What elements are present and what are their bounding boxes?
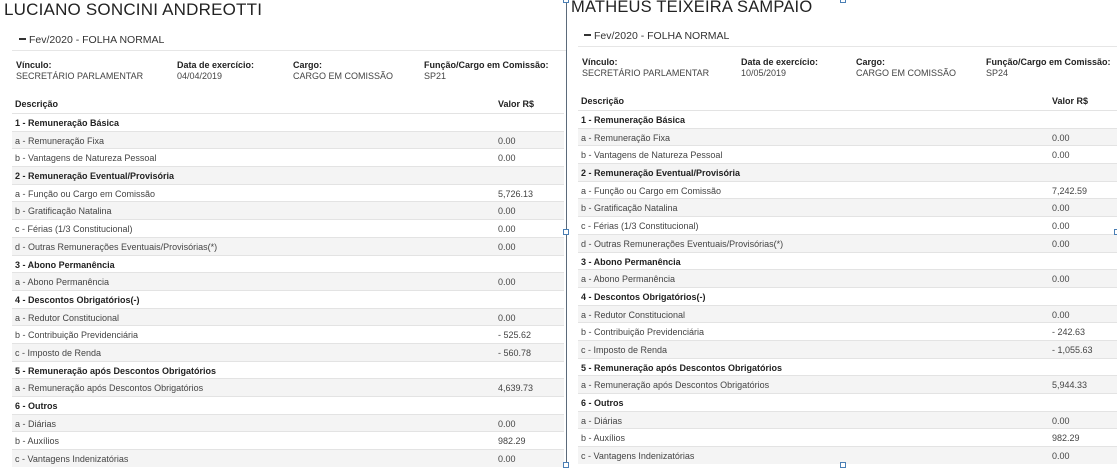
section-row [578,163,1117,181]
row-description: a - Abono Permanência [15,277,110,288]
info-value: CARGO EM COMISSÃO [293,71,394,81]
info-data-exercicio [741,57,818,78]
row-description: c - Imposto de Renda [581,344,668,355]
table-row [578,446,1117,464]
row-description: b - Contribuição Previdenciária [581,327,705,338]
table-row [578,181,1117,199]
column-header-valor: Valor R$ [1052,96,1089,106]
row-value: 0.00 [1052,415,1070,426]
row-description: d - Outras Remunerações Eventuais/Provisórias(*) [581,238,784,249]
info-value: SECRETÁRIO PARLAMENTAR [16,71,144,81]
row-value: 4,639.73 [498,383,534,394]
column-header-valor: Valor R$ [498,99,535,109]
row-value: 0.00 [498,153,516,164]
row-description: c - Férias (1/3 Constitucional) [581,221,699,232]
table-row [578,234,1117,252]
table-row [12,237,564,255]
section-row [578,110,1117,128]
info-value: CARGO EM COMISSÃO [856,68,957,78]
row-description: b - Vantagens de Natureza Pessoal [15,153,157,164]
row-description: a - Remuneração Fixa [581,132,671,143]
table-row [12,148,564,166]
table-row [12,131,564,149]
collapse-icon [19,38,26,40]
section-row [578,252,1117,270]
row-description: 4 - Descontos Obrigatórios(-) [15,294,140,305]
row-value: 0.00 [1052,150,1070,161]
info-funcao [986,57,1111,78]
row-description: a - Diárias [15,418,57,429]
row-value: 0.00 [1052,451,1070,462]
table-row [578,198,1117,216]
row-value: 0.00 [498,206,516,217]
row-value: 0.00 [1052,221,1070,232]
section-row [12,166,564,184]
section-row [578,393,1117,411]
row-value: - 242.63 [1052,327,1086,338]
section-row [578,287,1117,305]
resize-handle[interactable] [563,0,569,3]
employee-name: MATHEUS TEIXEIRA SAMPAIO [571,0,813,16]
table-row [12,308,564,326]
row-description: a - Remuneração após Descontos Obrigatórios [581,380,770,391]
info-label: Cargo: [293,60,322,70]
table-row [12,378,564,396]
period-toggle[interactable] [584,30,729,42]
row-description: a - Remuneração Fixa [15,135,105,146]
table-row [578,322,1117,340]
table-row [12,272,564,290]
section-row [578,358,1117,376]
divider [12,50,566,51]
info-label: Função/Cargo em Comissão: [986,57,1111,67]
table-row [12,431,564,449]
row-description: a - Abono Permanência [581,274,676,285]
row-description: 5 - Remuneração após Descontos Obrigatórios [581,362,783,373]
row-description: a - Função ou Cargo em Comissão [15,188,156,199]
row-description: 3 - Abono Permanência [15,259,115,270]
row-description: a - Remuneração após Descontos Obrigatórios [15,383,204,394]
row-value: - 1,055.63 [1052,344,1093,355]
row-value: 0.00 [498,135,516,146]
row-description: a - Diárias [581,415,623,426]
info-value: SP21 [424,71,447,81]
table-row [12,184,564,202]
table-row [578,269,1117,287]
table-row [578,128,1117,146]
section-row [12,113,564,131]
period-label: Fev/2020 - FOLHA NORMAL [594,30,730,42]
info-label: Função/Cargo em Comissão: [424,60,549,70]
row-value: 0.00 [498,312,516,323]
table-row [578,428,1117,446]
row-value: 7,242.59 [1052,185,1088,196]
row-value: 0.00 [1052,274,1070,285]
info-value: SECRETÁRIO PARLAMENTAR [582,68,710,78]
info-label: Vínculo: [582,57,618,67]
row-description: 2 - Remuneração Eventual/Provisória [15,171,175,182]
employee-name: LUCIANO SONCINI ANDREOTTI [4,0,263,19]
info-vinculo [582,57,709,78]
row-value: 0.00 [498,224,516,235]
table-row [578,305,1117,323]
row-description: c - Férias (1/3 Constitucional) [15,224,133,235]
section-row [12,361,564,379]
resize-handle[interactable] [563,229,569,235]
info-vinculo [16,60,143,81]
info-label: Cargo: [856,57,885,67]
resize-handle[interactable] [563,462,569,468]
column-header-descricao: Descrição [581,96,625,106]
employee-panel-right [568,0,1117,467]
row-description: 1 - Remuneração Básica [15,118,120,128]
info-label: Data de exercício: [177,60,255,70]
section-row [12,396,564,414]
row-value: 0.00 [1052,309,1070,320]
row-value: 0.00 [498,418,516,429]
row-description: b - Auxílios [15,436,60,447]
row-value: 0.00 [498,454,516,465]
row-description: c - Imposto de Renda [15,347,102,358]
table-row [578,340,1117,358]
info-value: 10/05/2019 [741,68,787,78]
row-description: b - Gratificação Natalina [581,203,678,214]
row-description: 3 - Abono Permanência [581,256,681,267]
row-value: 982.29 [1052,433,1080,444]
row-value: - 525.62 [498,330,532,341]
info-cargo [856,57,956,78]
row-description: b - Auxílios [581,433,626,444]
info-data-exercicio [177,60,254,81]
row-description: 2 - Remuneração Eventual/Provisória [581,168,741,179]
row-description: 6 - Outros [581,398,624,408]
info-label: Vínculo: [16,60,52,70]
table-row [12,414,564,432]
row-value: - 560.78 [498,347,532,358]
info-value: 04/04/2019 [177,71,223,81]
row-description: a - Redutor Constitucional [15,312,120,323]
row-value: 5,944.33 [1052,380,1088,391]
row-value: 0.00 [498,241,516,252]
table-row [12,219,564,237]
table-row [578,411,1117,429]
section-row [12,290,564,308]
row-value: 0.00 [1052,238,1070,249]
table-row [578,145,1117,163]
row-description: b - Contribuição Previdenciária [15,330,139,341]
table-row [578,375,1117,393]
row-description: c - Vantagens Indenizatórias [15,454,129,465]
row-description: a - Função ou Cargo em Comissão [581,185,722,196]
row-description: 4 - Descontos Obrigatórios(-) [581,291,706,302]
row-description: b - Vantagens de Natureza Pessoal [581,150,723,161]
info-label: Data de exercício: [741,57,819,67]
row-value: 0.00 [1052,132,1070,143]
period-label: Fev/2020 - FOLHA NORMAL [29,34,165,46]
resize-handle[interactable] [840,0,846,3]
resize-handle[interactable] [840,462,846,468]
table-row [12,201,564,219]
info-value: SP24 [986,68,1009,78]
row-description: a - Redutor Constitucional [581,309,686,320]
divider [578,46,1117,47]
table-row [578,216,1117,234]
row-value: 5,726.13 [498,188,534,199]
row-description: 1 - Remuneração Básica [581,115,686,125]
row-value: 0.00 [1052,203,1070,214]
row-description: 5 - Remuneração após Descontos Obrigatórios [15,365,217,376]
column-header-descricao: Descrição [15,99,59,109]
collapse-icon [584,34,591,36]
row-description: c - Vantagens Indenizatórias [581,451,695,462]
row-description: 6 - Outros [15,401,58,411]
row-value: 0.00 [498,277,516,288]
info-funcao [424,60,549,81]
table-row [12,325,564,343]
row-description: d - Outras Remunerações Eventuais/Provisórias(*) [15,241,218,252]
row-description: b - Gratificação Natalina [15,206,112,217]
row-value: 982.29 [498,436,526,447]
period-toggle[interactable] [19,34,164,46]
info-cargo [293,60,393,81]
table-row [12,449,564,467]
remuneration-table [12,113,564,467]
section-row [12,255,564,273]
remuneration-table [578,110,1117,464]
table-row [12,343,564,361]
